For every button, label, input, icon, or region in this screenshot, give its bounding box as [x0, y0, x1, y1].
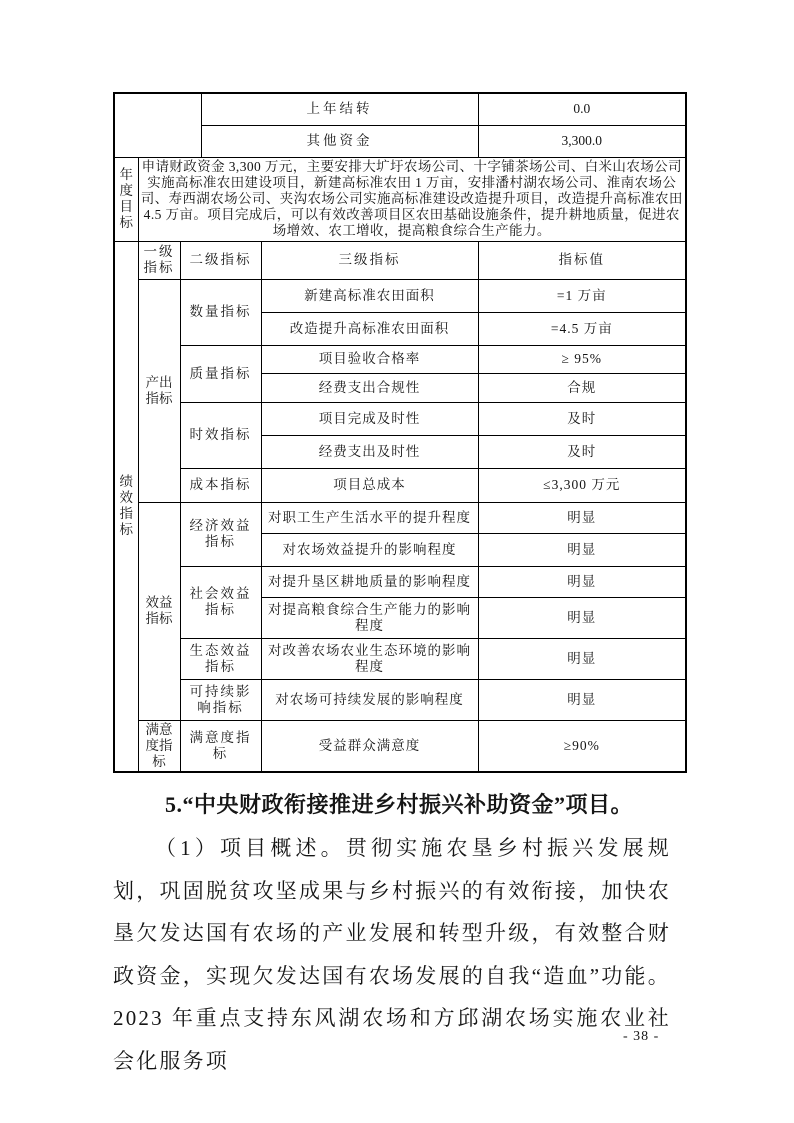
header-level2: 二级指标 [180, 241, 261, 279]
indicator-value: ≥90% [478, 720, 686, 772]
sub-social: 社会效益指标 [180, 566, 261, 638]
annual-goal-text: 申请财政资金 3,300 万元，主要安排大圹圩农场公司、十字铺茶场公司、白米山农场公司实施高标准农田建设项目，新建高标准农田 1 万亩，安排潘村湖农场公司、淮南农场公司、寿西湖农场公司、夹沟农场公司实施高标准建设改造提升项目，改造提升高标准农田 4.5 万亩。项目完成后，可以有效改善项目区农田基础设施条件，提升耕地质量，促进农场增效、农工增收，提高粮食综合生产能力。 [138, 157, 686, 241]
indicator-name: 项目完成及时性 [261, 402, 478, 435]
header-level3: 三级指标 [261, 241, 478, 279]
indicator-name: 对改善农场农业生态环境的影响程度 [261, 638, 478, 679]
indicator-name: 对提升垦区耕地质量的影响程度 [261, 566, 478, 597]
indicator-value: =4.5 万亩 [478, 312, 686, 345]
indicator-value: 明显 [478, 502, 686, 533]
indicator-name: 项目验收合格率 [261, 345, 478, 373]
indicator-value: ≤3,300 万元 [478, 468, 686, 502]
sub-economic: 经济效益指标 [180, 502, 261, 566]
indicator-value: 明显 [478, 566, 686, 597]
indicator-value: 及时 [478, 402, 686, 435]
indicator-name: 项目总成本 [261, 468, 478, 502]
header-level1: 一级指标 [138, 241, 180, 279]
indicator-name: 受益群众满意度 [261, 720, 478, 772]
sub-satisfaction: 满意度指标 [180, 720, 261, 772]
performance-indicator-table [113, 92, 687, 773]
indicator-value: 明显 [478, 638, 686, 679]
indicator-value: 及时 [478, 435, 686, 468]
carryover-value: 0.0 [478, 93, 686, 125]
other-funds-label: 其他资金 [201, 125, 478, 157]
sub-sustainable: 可持续影响指标 [180, 679, 261, 720]
document-content [113, 92, 685, 1082]
indicator-value: ≥ 95% [478, 345, 686, 373]
sub-timeliness: 时效指标 [180, 402, 261, 468]
indicator-value: =1 万亩 [478, 279, 686, 312]
indicator-value: 明显 [478, 679, 686, 720]
indicator-value: 明显 [478, 533, 686, 566]
section-heading: 5.“中央财政衔接推进乡村振兴补助资金”项目。 [164, 792, 633, 817]
other-funds-value: 3,300.0 [478, 125, 686, 157]
sub-quality: 质量指标 [180, 345, 261, 402]
sub-cost: 成本指标 [180, 468, 261, 502]
group-output-indicators: 产出指标 [138, 279, 180, 502]
group-satisfaction-indicators: 满意度指标 [138, 720, 180, 772]
page-number: - 38 - [623, 1029, 660, 1044]
section-paragraph: （1）项目概述。贯彻实施农垦乡村振兴发展规划，巩固脱贫攻坚成果与乡村振兴的有效衔接，加快农垦欠发达国有农场的产业发展和转型升级，有效整合财政资金，实现欠发达国有农场发展的自我“造血”功能。2023 年重点支持东风湖农场和方邱湖农场实施农业社会化服务项 [113, 836, 671, 1073]
indicator-name: 对农场效益提升的影响程度 [261, 533, 478, 566]
empty-corner-cell [114, 93, 201, 157]
sub-quantity: 数量指标 [180, 279, 261, 345]
indicator-name: 改造提升高标准农田面积 [261, 312, 478, 345]
annual-goal-label: 年度目标 [114, 157, 138, 241]
perf-indicator-label: 绩效指标 [114, 241, 138, 772]
header-value: 指标值 [478, 241, 686, 279]
indicator-name: 经费支出合规性 [261, 373, 478, 402]
indicator-name: 经费支出及时性 [261, 435, 478, 468]
indicator-value: 明显 [478, 597, 686, 638]
carryover-label: 上年结转 [201, 93, 478, 125]
sub-ecological: 生态效益指标 [180, 638, 261, 679]
indicator-value: 合规 [478, 373, 686, 402]
indicator-name: 新建高标准农田面积 [261, 279, 478, 312]
indicator-name: 对提高粮食综合生产能力的影响程度 [261, 597, 478, 638]
group-benefit-indicators: 效益指标 [138, 502, 180, 720]
indicator-name: 对职工生产生活水平的提升程度 [261, 502, 478, 533]
indicator-name: 对农场可持续发展的影响程度 [261, 679, 478, 720]
